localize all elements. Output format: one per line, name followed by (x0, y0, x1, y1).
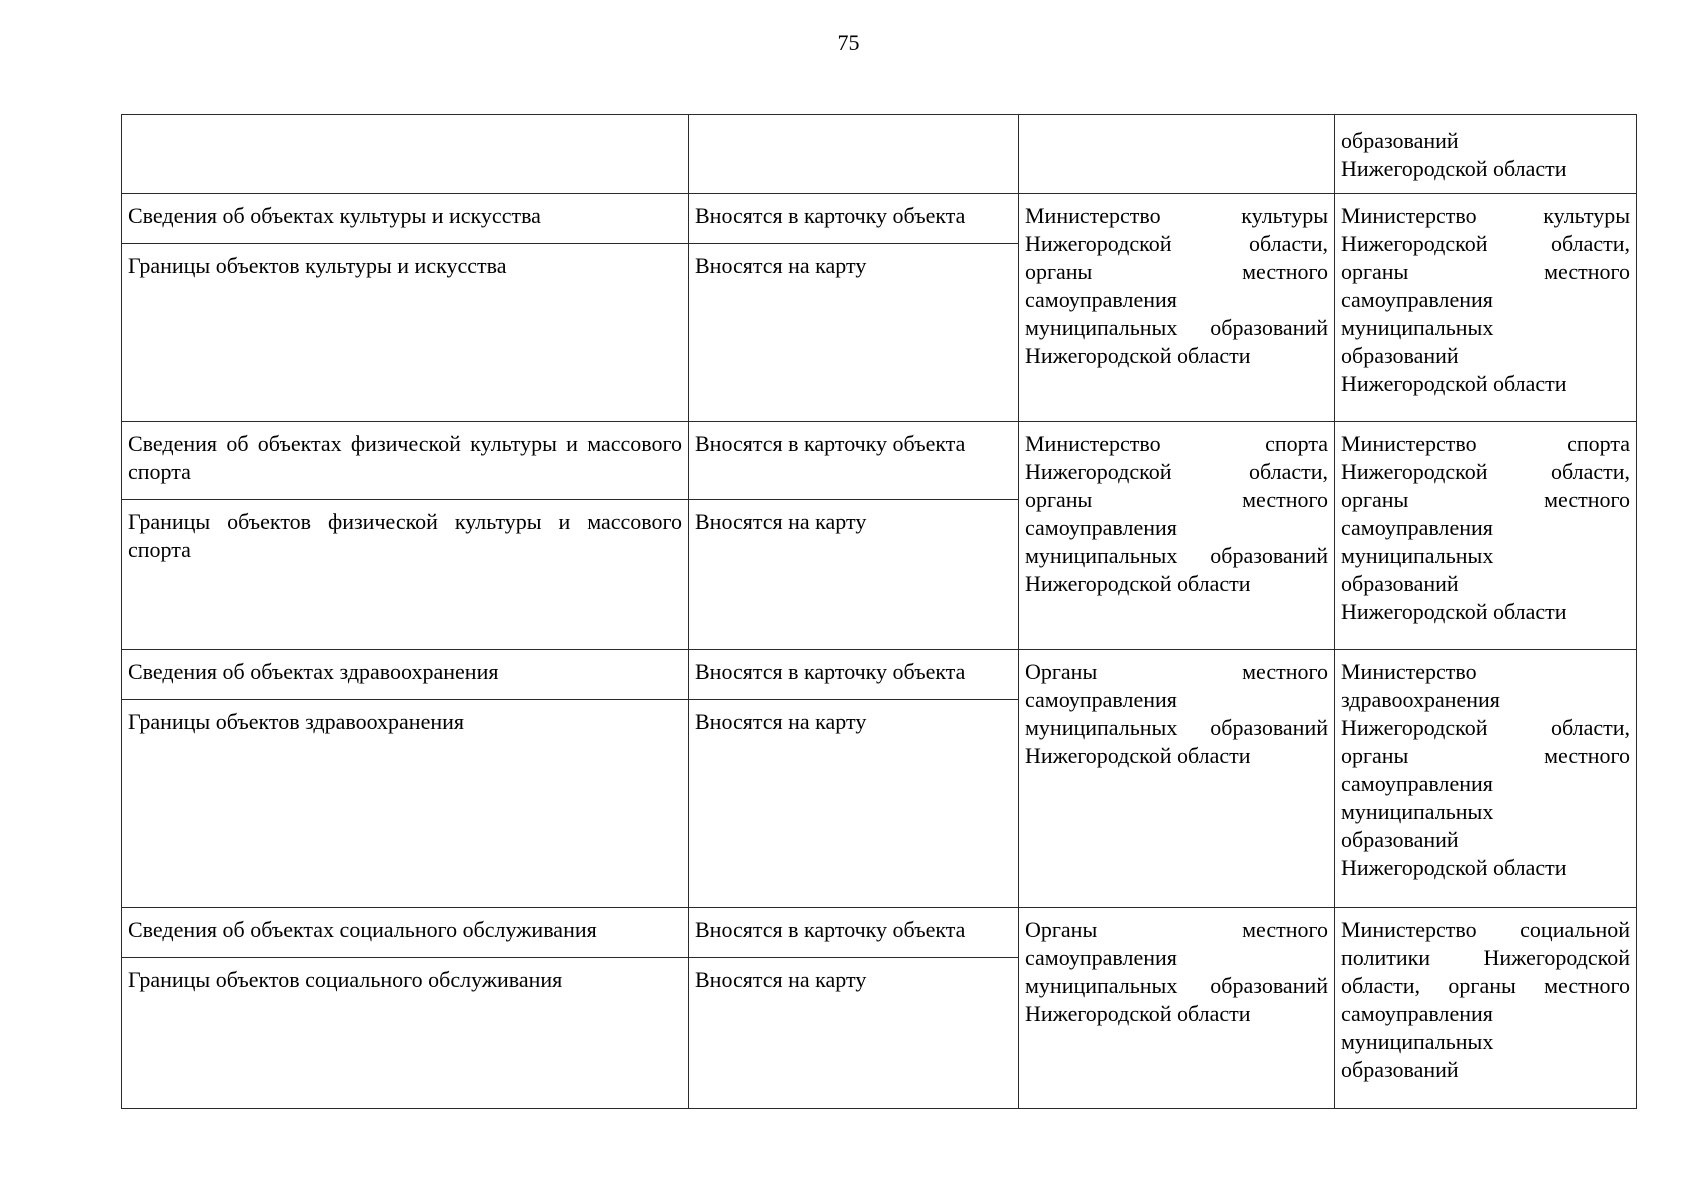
method-cell: Вносятся в карточку объекта (689, 650, 1019, 700)
recipient-line: Министерство социальной (1341, 917, 1630, 942)
info-cell: Сведения об объектах социального обслуживания (122, 908, 689, 958)
provider-line: муниципальных образований (1025, 715, 1328, 740)
info-cell: Границы объектов культуры и искусства (122, 244, 689, 422)
provider-cell (1019, 194, 1335, 422)
table-row (122, 194, 1637, 244)
recipient-line: Нижегородской области, (1341, 459, 1630, 484)
provider-line: Органы местного (1025, 659, 1328, 684)
recipient-cell (1335, 115, 1637, 194)
recipient-line: Нижегородской области (1341, 855, 1567, 880)
page-number: 75 (837, 30, 860, 55)
provider-line: Министерство культуры (1025, 203, 1328, 228)
info-cell: Границы объектов социального обслуживания (122, 958, 689, 1109)
provider-line: муниципальных образований (1025, 973, 1328, 998)
recipient-cell (1335, 908, 1637, 1109)
recipient-line: Министерство (1341, 659, 1477, 684)
provider-line: самоуправления (1025, 687, 1177, 712)
recipient-line: здравоохранения (1341, 687, 1500, 712)
recipient-line: муниципальных (1341, 799, 1494, 824)
recipient-line: образований (1341, 343, 1459, 368)
recipient-cell (1335, 650, 1637, 908)
provider-cell (1019, 908, 1335, 1109)
recipient-line: области, органы местного (1341, 973, 1630, 998)
provider-line: муниципальных образований (1025, 543, 1328, 568)
provider-line: самоуправления (1025, 515, 1177, 540)
provider-line: Нижегородской области (1025, 1001, 1251, 1026)
recipient-cell (1335, 194, 1637, 422)
provider-line: органы местного (1025, 487, 1328, 512)
provider-line: самоуправления (1025, 287, 1177, 312)
method-cell: Вносятся в карточку объекта (689, 908, 1019, 958)
recipient-line: муниципальных (1341, 315, 1494, 340)
recipient-line: самоуправления (1341, 287, 1493, 312)
provider-line: Органы местного (1025, 917, 1328, 942)
info-cell: Сведения об объектах здравоохранения (122, 650, 689, 700)
table-row (122, 650, 1637, 700)
provider-cell (1019, 650, 1335, 908)
provider-line: Министерство спорта (1025, 431, 1328, 456)
table-body (122, 115, 1637, 1109)
recipient-line: Министерство культуры (1341, 203, 1630, 228)
recipient-line: органы местного (1341, 743, 1630, 768)
table-cell-empty (689, 115, 1019, 194)
method-cell: Вносятся на карту (689, 500, 1019, 650)
recipient-line: муниципальных (1341, 543, 1494, 568)
recipient-line: Нижегородской области (1341, 599, 1567, 624)
recipient-line: самоуправления (1341, 771, 1493, 796)
info-cell: Сведения об объектах культуры и искусства (122, 194, 689, 244)
recipient-line: образований (1341, 571, 1459, 596)
table-row (122, 422, 1637, 500)
table-row-continuation (122, 115, 1637, 194)
provider-line: муниципальных образований (1025, 315, 1328, 340)
provider-line: Нижегородской области (1025, 743, 1251, 768)
provider-line: Нижегородской области (1025, 343, 1251, 368)
table-cell-empty (1019, 115, 1335, 194)
recipient-line: Нижегородской области (1341, 371, 1567, 396)
recipient-line: органы местного (1341, 259, 1630, 284)
recipient-line: муниципальных (1341, 1029, 1494, 1054)
provider-line: самоуправления (1025, 945, 1177, 970)
method-cell: Вносятся на карту (689, 700, 1019, 908)
info-cell: Границы объектов физической культуры и массового спорта (122, 500, 689, 650)
provider-cell (1019, 422, 1335, 650)
provider-line: Нижегородской области, (1025, 459, 1328, 484)
data-table (121, 114, 1637, 1109)
table-cell-empty (122, 115, 689, 194)
method-cell: Вносятся в карточку объекта (689, 194, 1019, 244)
table-row (122, 908, 1637, 958)
provider-line: органы местного (1025, 259, 1328, 284)
recipient-line: самоуправления (1341, 515, 1493, 540)
recipient-line: политики Нижегородской (1341, 945, 1630, 970)
provider-line: Нижегородской области (1025, 571, 1251, 596)
recipient-line: Нижегородской области, (1341, 715, 1630, 740)
recipient-line: образований (1341, 1057, 1459, 1082)
method-cell: Вносятся в карточку объекта (689, 422, 1019, 500)
method-cell: Вносятся на карту (689, 244, 1019, 422)
method-cell: Вносятся на карту (689, 958, 1019, 1109)
provider-line: Нижегородской области, (1025, 231, 1328, 256)
recipient-line: образований (1341, 827, 1459, 852)
recipient-cell (1335, 422, 1637, 650)
recipient-line: Нижегородской области, (1341, 231, 1630, 256)
recipient-line: образований (1341, 128, 1459, 153)
recipient-line: самоуправления (1341, 1001, 1493, 1026)
recipient-line: органы местного (1341, 487, 1630, 512)
recipient-line: Министерство спорта (1341, 431, 1630, 456)
info-cell: Границы объектов здравоохранения (122, 700, 689, 908)
info-cell: Сведения об объектах физической культуры и массового спорта (122, 422, 689, 500)
recipient-line: Нижегородской области (1341, 156, 1567, 181)
